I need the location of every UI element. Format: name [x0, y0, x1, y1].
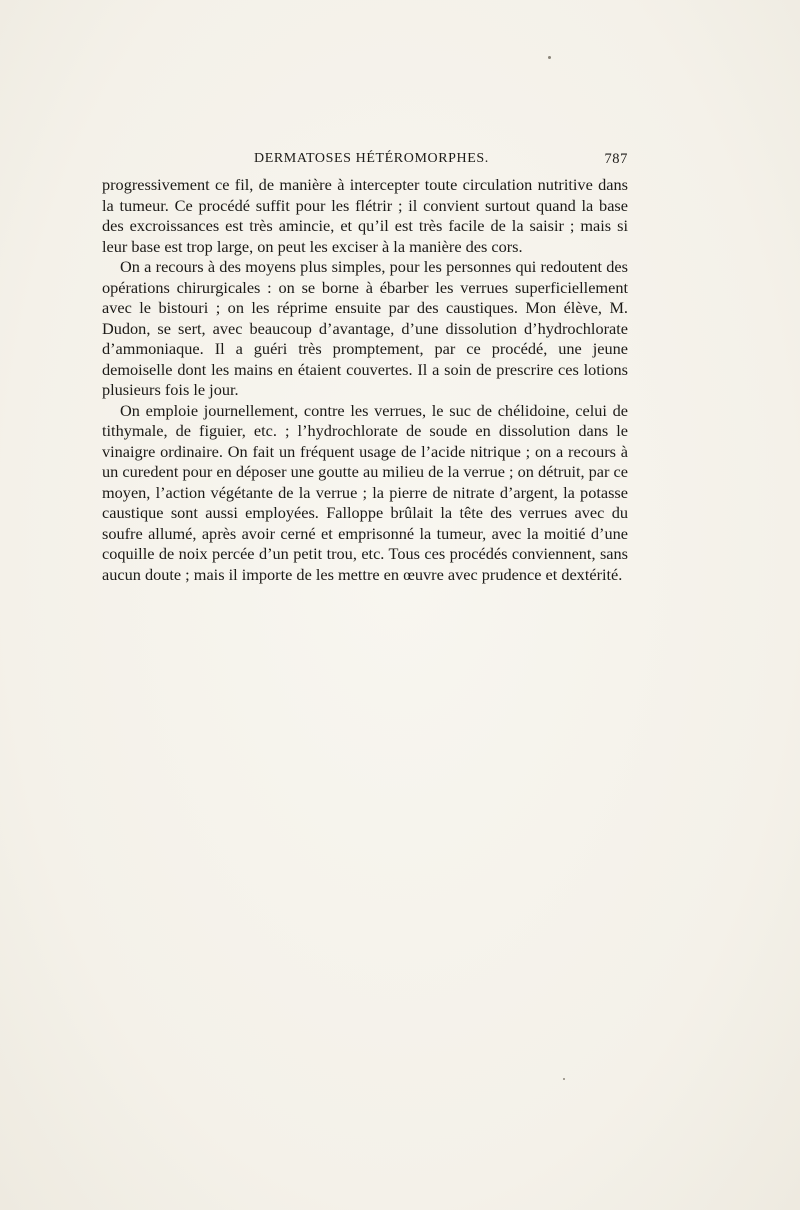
- paper-speck: [563, 1078, 565, 1080]
- paragraph-daily-remedies: On emploie journellement, contre les verrues, le suc de chélidoine, celui de tithymale, de figuier, etc. ; l’hydrochlorate de soude en dissolution dans le vinaigre ordinaire. On fait un fréquent usage de l’acide nitrique ; on a recours à un curedent pour en déposer une goutte au milieu de la verrue ; on détruit, par ce moyen, l’action végétante de la verrue ; la pierre de nitrate d’argent, la potasse caustique sont aussi employées. Falloppe brûlait la tête des verrues avec du soufre allumé, après avoir cerné et emprisonné la tumeur, avec la moitié d’une coquille de noix percée d’un petit trou, etc. Tous ces procédés conviennent, sans aucun doute ; mais il importe de les mettre en œuvre avec prudence et dextérité.: [102, 400, 628, 584]
- paragraph-simple-means: On a recours à des moyens plus simples, pour les personnes qui redoutent des opérations chirurgicales : on se borne à ébarber les verrues superficiellement avec le bistouri ; on les réprime ensuite par des caustiques. Mon élève, M. Dudon, se sert, avec beaucoup d’avantage, d’une dissolution d’hydrochlorate d’ammoniaque. Il a guéri très promptement, par ce procédé, une jeune demoiselle dont les mains en étaient couvertes. Il a soin de prescrire ces lotions plusieurs fois le jour.: [102, 257, 628, 399]
- running-title: DERMATOSES HÉTÉROMORPHES.: [254, 151, 489, 166]
- paragraph-continuation: progressivement ce fil, de manière à intercepter toute circulation nutritive dans la tumeur. Ce procédé suffit pour les flétrir ; il convient surtout quand la base des excroissances est très amincie, et qu’il est très facile de la saisir ; mais si leur base est trop large, on peut les exciser à la manière des cors.: [102, 175, 628, 256]
- paper-speck: [548, 56, 551, 59]
- page-number: 787: [604, 151, 628, 167]
- running-header: [102, 151, 630, 171]
- body-text: [102, 175, 628, 585]
